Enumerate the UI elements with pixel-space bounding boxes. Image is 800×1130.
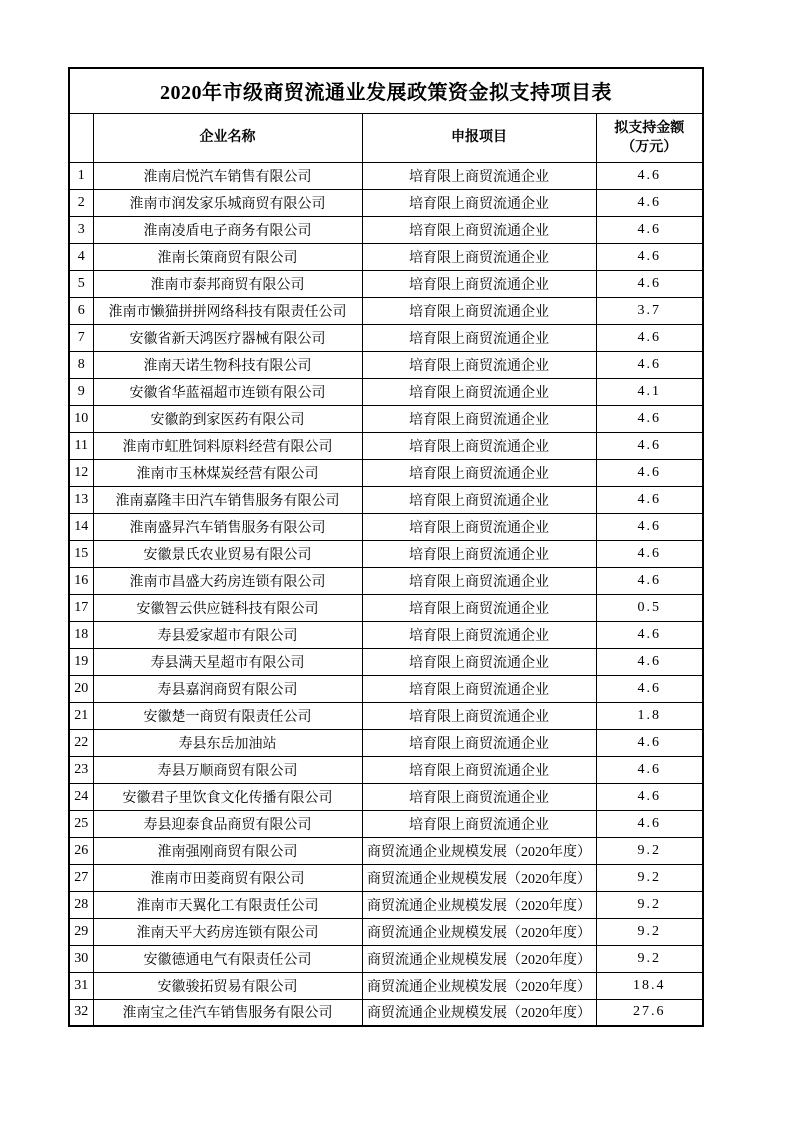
table-header-row: [69, 113, 703, 162]
company-name-cell: 安徽德通电气有限责任公司: [93, 945, 362, 972]
project-cell: 培育限上商贸流通企业: [362, 432, 596, 459]
table-row: [69, 405, 703, 432]
company-name-cell: 寿县爱家超市有限公司: [93, 621, 362, 648]
amount-cell: 4.6: [596, 405, 703, 432]
project-cell: 培育限上商贸流通企业: [362, 594, 596, 621]
company-name-cell: 淮南市懒猫拼拼网络科技有限责任公司: [93, 297, 362, 324]
row-index-cell: 14: [69, 513, 93, 540]
table-body: [69, 162, 703, 1026]
project-cell: 培育限上商贸流通企业: [362, 378, 596, 405]
support-projects-table: [68, 67, 704, 1027]
table-row: [69, 918, 703, 945]
project-cell: 培育限上商贸流通企业: [362, 189, 596, 216]
company-name-cell: 淮南市天翼化工有限责任公司: [93, 891, 362, 918]
table-row: [69, 972, 703, 999]
project-cell: 商贸流通企业规模发展（2020年度）: [362, 837, 596, 864]
company-name-cell: 淮南盛昇汽车销售服务有限公司: [93, 513, 362, 540]
table-row: [69, 729, 703, 756]
table-row: [69, 891, 703, 918]
table-row: [69, 162, 703, 189]
amount-cell: 9.2: [596, 837, 703, 864]
amount-cell: 4.6: [596, 513, 703, 540]
row-index-cell: 18: [69, 621, 93, 648]
amount-cell: 4.6: [596, 810, 703, 837]
column-header-company: 企业名称: [93, 113, 362, 162]
company-name-cell: 淮南强刚商贸有限公司: [93, 837, 362, 864]
company-name-cell: 安徽景氏农业贸易有限公司: [93, 540, 362, 567]
project-cell: 培育限上商贸流通企业: [362, 351, 596, 378]
company-name-cell: 寿县嘉润商贸有限公司: [93, 675, 362, 702]
amount-cell: 1.8: [596, 702, 703, 729]
row-index-cell: 23: [69, 756, 93, 783]
row-index-cell: 32: [69, 999, 93, 1026]
table-row: [69, 783, 703, 810]
row-index-cell: 10: [69, 405, 93, 432]
row-index-cell: 25: [69, 810, 93, 837]
table-title-row: [69, 68, 703, 113]
row-index-cell: 2: [69, 189, 93, 216]
company-name-cell: 淮南市昌盛大药房连锁有限公司: [93, 567, 362, 594]
table-title: 2020年市级商贸流通业发展政策资金拟支持项目表: [69, 68, 703, 113]
table-row: [69, 999, 703, 1026]
table-row: [69, 216, 703, 243]
amount-cell: 4.6: [596, 675, 703, 702]
row-index-cell: 9: [69, 378, 93, 405]
table-row: [69, 837, 703, 864]
project-cell: 培育限上商贸流通企业: [362, 567, 596, 594]
amount-cell: 9.2: [596, 918, 703, 945]
project-cell: 培育限上商贸流通企业: [362, 324, 596, 351]
table-row: [69, 945, 703, 972]
company-name-cell: 淮南天平大药房连锁有限公司: [93, 918, 362, 945]
table-row: [69, 189, 703, 216]
row-index-cell: 8: [69, 351, 93, 378]
amount-cell: 9.2: [596, 891, 703, 918]
row-index-cell: 30: [69, 945, 93, 972]
row-index-cell: 12: [69, 459, 93, 486]
amount-cell: 4.6: [596, 243, 703, 270]
amount-cell: 9.2: [596, 945, 703, 972]
row-index-cell: 29: [69, 918, 93, 945]
amount-cell: 4.6: [596, 567, 703, 594]
amount-cell: 4.6: [596, 459, 703, 486]
table-row: [69, 675, 703, 702]
company-name-cell: 淮南市玉林煤炭经营有限公司: [93, 459, 362, 486]
project-cell: 培育限上商贸流通企业: [362, 486, 596, 513]
amount-cell: 4.1: [596, 378, 703, 405]
row-index-cell: 22: [69, 729, 93, 756]
amount-cell: 4.6: [596, 351, 703, 378]
project-cell: 培育限上商贸流通企业: [362, 216, 596, 243]
project-cell: 商贸流通企业规模发展（2020年度）: [362, 918, 596, 945]
column-header-index: [69, 113, 93, 162]
company-name-cell: 安徽省新天鸿医疗器械有限公司: [93, 324, 362, 351]
project-cell: 培育限上商贸流通企业: [362, 648, 596, 675]
row-index-cell: 11: [69, 432, 93, 459]
amount-cell: 4.6: [596, 189, 703, 216]
table-row: [69, 702, 703, 729]
amount-cell: 0.5: [596, 594, 703, 621]
amount-cell: 4.6: [596, 486, 703, 513]
row-index-cell: 28: [69, 891, 93, 918]
table-row: [69, 324, 703, 351]
company-name-cell: 安徽智云供应链科技有限公司: [93, 594, 362, 621]
row-index-cell: 17: [69, 594, 93, 621]
amount-cell: 4.6: [596, 162, 703, 189]
project-cell: 培育限上商贸流通企业: [362, 702, 596, 729]
company-name-cell: 淮南宝之佳汽车销售服务有限公司: [93, 999, 362, 1026]
table-row: [69, 567, 703, 594]
company-name-cell: 安徽楚一商贸有限责任公司: [93, 702, 362, 729]
project-cell: 培育限上商贸流通企业: [362, 729, 596, 756]
table-row: [69, 486, 703, 513]
company-name-cell: 安徽骏拓贸易有限公司: [93, 972, 362, 999]
row-index-cell: 15: [69, 540, 93, 567]
row-index-cell: 27: [69, 864, 93, 891]
table-row: [69, 243, 703, 270]
project-cell: 培育限上商贸流通企业: [362, 756, 596, 783]
project-cell: 培育限上商贸流通企业: [362, 783, 596, 810]
row-index-cell: 21: [69, 702, 93, 729]
company-name-cell: 安徽君子里饮食文化传播有限公司: [93, 783, 362, 810]
amount-cell: 4.6: [596, 270, 703, 297]
project-cell: 商贸流通企业规模发展（2020年度）: [362, 864, 596, 891]
amount-cell: 4.6: [596, 216, 703, 243]
company-name-cell: 淮南市泰邦商贸有限公司: [93, 270, 362, 297]
company-name-cell: 淮南天诺生物科技有限公司: [93, 351, 362, 378]
row-index-cell: 3: [69, 216, 93, 243]
table-row: [69, 594, 703, 621]
company-name-cell: 寿县万顺商贸有限公司: [93, 756, 362, 783]
column-header-amount-line2: （万元）: [621, 139, 678, 155]
row-index-cell: 19: [69, 648, 93, 675]
amount-cell: 3.7: [596, 297, 703, 324]
row-index-cell: 6: [69, 297, 93, 324]
table-row: [69, 270, 703, 297]
row-index-cell: 24: [69, 783, 93, 810]
table-row: [69, 810, 703, 837]
company-name-cell: 寿县迎泰食品商贸有限公司: [93, 810, 362, 837]
project-cell: 培育限上商贸流通企业: [362, 540, 596, 567]
company-name-cell: 淮南启悦汽车销售有限公司: [93, 162, 362, 189]
amount-cell: 4.6: [596, 324, 703, 351]
support-projects-table-container: [68, 67, 702, 1027]
column-header-amount: [596, 113, 703, 162]
table-row: [69, 351, 703, 378]
table-row: [69, 297, 703, 324]
company-name-cell: 淮南市润发家乐城商贸有限公司: [93, 189, 362, 216]
company-name-cell: 淮南长策商贸有限公司: [93, 243, 362, 270]
row-index-cell: 13: [69, 486, 93, 513]
table-row: [69, 756, 703, 783]
amount-cell: 27.6: [596, 999, 703, 1026]
row-index-cell: 26: [69, 837, 93, 864]
company-name-cell: 淮南市田菱商贸有限公司: [93, 864, 362, 891]
row-index-cell: 5: [69, 270, 93, 297]
row-index-cell: 31: [69, 972, 93, 999]
company-name-cell: 淮南嘉隆丰田汽车销售服务有限公司: [93, 486, 362, 513]
amount-cell: 4.6: [596, 729, 703, 756]
project-cell: 培育限上商贸流通企业: [362, 810, 596, 837]
amount-cell: 4.6: [596, 540, 703, 567]
project-cell: 培育限上商贸流通企业: [362, 621, 596, 648]
amount-cell: 4.6: [596, 432, 703, 459]
amount-cell: 4.6: [596, 756, 703, 783]
project-cell: 培育限上商贸流通企业: [362, 297, 596, 324]
amount-cell: 18.4: [596, 972, 703, 999]
table-row: [69, 621, 703, 648]
company-name-cell: 安徽省华蓝福超市连锁有限公司: [93, 378, 362, 405]
table-row: [69, 540, 703, 567]
row-index-cell: 4: [69, 243, 93, 270]
company-name-cell: 寿县满天星超市有限公司: [93, 648, 362, 675]
company-name-cell: 安徽韵到家医药有限公司: [93, 405, 362, 432]
amount-cell: 4.6: [596, 783, 703, 810]
project-cell: 培育限上商贸流通企业: [362, 243, 596, 270]
column-header-amount-line1: 拟支持金额: [614, 120, 685, 136]
project-cell: 培育限上商贸流通企业: [362, 459, 596, 486]
row-index-cell: 16: [69, 567, 93, 594]
table-row: [69, 513, 703, 540]
project-cell: 商贸流通企业规模发展（2020年度）: [362, 891, 596, 918]
column-header-project: 申报项目: [362, 113, 596, 162]
company-name-cell: 寿县东岳加油站: [93, 729, 362, 756]
company-name-cell: 淮南凌盾电子商务有限公司: [93, 216, 362, 243]
row-index-cell: 1: [69, 162, 93, 189]
project-cell: 培育限上商贸流通企业: [362, 162, 596, 189]
amount-cell: 4.6: [596, 648, 703, 675]
row-index-cell: 7: [69, 324, 93, 351]
amount-cell: 4.6: [596, 621, 703, 648]
table-row: [69, 864, 703, 891]
project-cell: 商贸流通企业规模发展（2020年度）: [362, 945, 596, 972]
amount-cell: 9.2: [596, 864, 703, 891]
company-name-cell: 淮南市虹胜饲料原料经营有限公司: [93, 432, 362, 459]
table-row: [69, 378, 703, 405]
row-index-cell: 20: [69, 675, 93, 702]
project-cell: 培育限上商贸流通企业: [362, 405, 596, 432]
project-cell: 培育限上商贸流通企业: [362, 513, 596, 540]
project-cell: 培育限上商贸流通企业: [362, 675, 596, 702]
project-cell: 培育限上商贸流通企业: [362, 270, 596, 297]
table-row: [69, 459, 703, 486]
table-row: [69, 432, 703, 459]
project-cell: 商贸流通企业规模发展（2020年度）: [362, 972, 596, 999]
project-cell: 商贸流通企业规模发展（2020年度）: [362, 999, 596, 1026]
table-row: [69, 648, 703, 675]
